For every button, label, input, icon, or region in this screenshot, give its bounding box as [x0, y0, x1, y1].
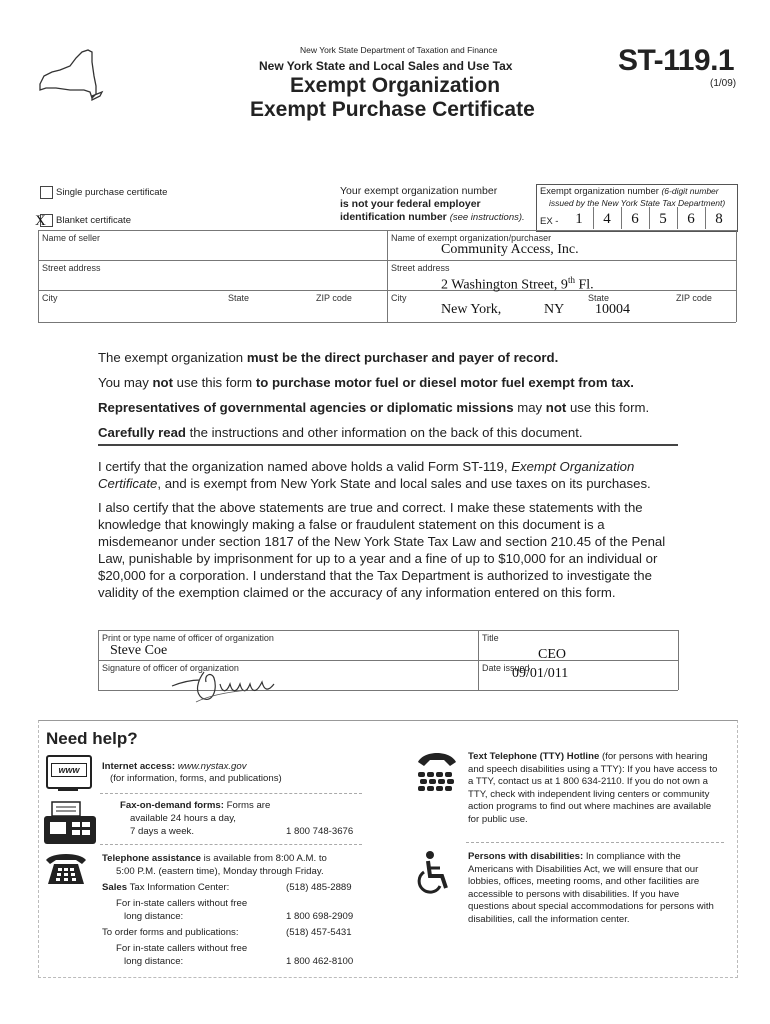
text-segment: the instructions and other information on the back of this document. [185, 425, 583, 440]
officer-title-value[interactable]: CEO [538, 647, 566, 662]
blanket-certificate-label: Blanket certificate [56, 215, 131, 226]
computer-icon [46, 755, 92, 789]
text-segment: not [545, 400, 567, 415]
text-segment: , and is exempt from New York State and local sales and use taxes on its purchases. [157, 476, 651, 491]
purchaser-city-label: City [391, 293, 407, 303]
text-segment: (for persons with hearing and speech disabilities using a TTY): If you have access to a TTY, contact us at 1 800 634-2110. If you do not own a TTY, check with independent living centers or community action programs to find out where machines are available for public use. [468, 751, 718, 825]
text-segment: use this form. [566, 400, 650, 415]
text-segment: Sales [102, 882, 128, 893]
rule-representatives [98, 399, 678, 416]
date-issued-value[interactable]: 09/01/011 [512, 666, 569, 681]
page-title-line2: Exempt Purchase Certificate [250, 98, 535, 121]
fax-line-2: available 24 hours a day, [130, 813, 236, 824]
tty-phone-icon [414, 748, 460, 798]
signature-label: Signature of officer of organization [102, 663, 239, 673]
seller-state-label: State [228, 293, 250, 303]
exempt-number-digit[interactable]: 5 [649, 207, 678, 229]
exempt-note-line2: is not your federal employer [340, 198, 481, 210]
seller-zip-label: ZIP code [316, 293, 352, 303]
page-title-line1: Exempt Organization [290, 74, 501, 97]
text-segment: Carefully read [98, 425, 186, 440]
wheelchair-accessibility-icon [414, 850, 454, 894]
order-forms-number: (518) 457-5431 [286, 927, 352, 938]
instate-2-line-b: long distance: [124, 956, 184, 967]
disabilities-text [468, 851, 720, 927]
text-segment: Representatives of governmental agencies or diplomatic missions [98, 400, 514, 415]
form-date: (1/09) [710, 78, 737, 89]
text-segment: may [513, 400, 546, 415]
text-segment: Fl. [574, 277, 594, 293]
text-segment: 2 Washington Street, 9 [441, 277, 568, 293]
exempt-number-digit[interactable]: 8 [715, 211, 723, 227]
purchaser-name-value[interactable]: Community Access, Inc. [441, 242, 579, 257]
instate-1-number: 1 800 698-2909 [286, 911, 354, 922]
single-purchase-checkbox[interactable] [40, 186, 53, 199]
purchaser-state-value[interactable]: NY [544, 302, 565, 317]
new-york-state-outline-icon [30, 46, 104, 102]
exempt-number-digit[interactable]: 6 [677, 207, 706, 229]
seller-city-label: City [42, 293, 58, 303]
text-segment: Internet access: [102, 761, 176, 772]
instate-2-line-a: For in-state callers without free [116, 943, 248, 954]
purchaser-city-value[interactable]: New York, [441, 302, 502, 317]
fax-line-1 [120, 800, 270, 813]
exempt-note-line1: Your exempt organization number [340, 185, 498, 197]
internet-url-link[interactable]: www.nystax.gov [177, 761, 247, 772]
text-segment: Exempt organization number [540, 186, 659, 196]
text-segment: is available from 8:00 A.M. to [201, 853, 327, 864]
officer-name-value[interactable]: Steve Coe [110, 643, 168, 658]
text-segment: The exempt organization [98, 350, 247, 365]
phone-line-2: 5:00 P.M. (eastern time), Monday through Friday. [116, 866, 324, 877]
rule-carefully-read [98, 424, 678, 441]
single-purchase-label: Single purchase certificate [56, 187, 168, 198]
text-segment: Persons with disabilities: [468, 851, 584, 862]
text-segment: to purchase motor fuel or diesel motor fuel exempt from tax. [255, 375, 634, 390]
exempt-number-digit[interactable]: 1 [565, 207, 594, 229]
text-segment: I certify that the organization named above holds a valid Form ST-119, [98, 459, 512, 474]
telephone-icon [44, 850, 88, 886]
fax-line-3: 7 days a week. [130, 826, 194, 837]
tax-title: New York State and Local Sales and Use Tax [259, 59, 513, 73]
text-segment: must be the direct purchaser and payer of record. [246, 350, 559, 365]
date-issued-label: Date issued [482, 663, 530, 673]
order-forms-line: To order forms and publications: [102, 927, 239, 938]
exempt-number-label [540, 186, 719, 196]
exempt-note-line3 [340, 211, 525, 223]
text-segment: not [152, 375, 174, 390]
officer-name-label: Print or type name of officer of organization [102, 633, 274, 643]
certify-paragraph-1 [98, 458, 668, 492]
text-segment: Forms are [223, 800, 271, 811]
fax-number: 1 800 748-3676 [286, 826, 354, 837]
exempt-number-digit[interactable]: 6 [621, 207, 650, 229]
text-segment: use this form [173, 375, 256, 390]
text-segment: In compliance with the Americans with Disabilities Act, we will ensure that our lobbies, offices, meeting rooms, and other facilities are accessible to persons with disabilities. If you have questions about special accommodations for persons with disabilities, call the information center. [468, 851, 714, 925]
instate-1-line-b: long distance: [124, 911, 184, 922]
text-segment: (see instructions). [449, 212, 525, 223]
text-segment: Text Telephone (TTY) Hotline [468, 751, 600, 762]
text-segment: You may [98, 375, 153, 390]
department-name: New York State Department of Taxation and Finance [300, 45, 498, 55]
phone-line-1 [102, 853, 327, 866]
exempt-number-prefix: EX - [540, 216, 559, 227]
certify-paragraph-2: I also certify that the above statements are true and correct. I make these statements with the knowledge that knowingly making a false or fraudulent statement on this document is a misdemeanor under section 1817 of the New York State Tax Law and section 210.45 of the Penal Law, punishable by imprisonment for up to a year and a fine of up to $10,000 for an individual or $20,000 for a corporation. I understand that the Tax Department is authorized to investigate the validity of the exemption claimed or the accuracy of any information entered on this form. [98, 500, 666, 600]
instate-2-number: 1 800 462-8100 [286, 956, 354, 967]
text-segment: www [51, 763, 87, 777]
blanket-check-mark: X [35, 213, 46, 229]
exempt-number-box [536, 184, 738, 232]
rules-divider [98, 444, 678, 446]
computer-stand-icon [58, 787, 78, 791]
text-segment: Fax-on-demand forms: [120, 800, 224, 811]
purchaser-street-label: Street address [391, 263, 450, 273]
text-segment: Tax Information Center: [127, 882, 230, 893]
exempt-number-digits[interactable] [565, 207, 735, 229]
sales-tax-number: (518) 485-2889 [286, 882, 352, 893]
officer-signature-image [168, 662, 288, 706]
text-segment: th [567, 275, 575, 285]
fax-machine-icon [42, 800, 98, 846]
seller-name-label: Name of seller [42, 233, 101, 243]
rule-motor-fuel [98, 374, 678, 391]
text-segment: Telephone assistance [102, 853, 201, 864]
text-segment: identification number [340, 211, 447, 223]
sales-tax-line [102, 882, 229, 895]
exempt-number-label-2: issued by the New York State Tax Department) [549, 198, 726, 208]
officer-title-label: Title [482, 633, 499, 643]
need-help-heading: Need help? [46, 729, 138, 748]
rule-direct-purchaser [98, 349, 678, 366]
instate-1-line-a: For in-state callers without free [116, 898, 248, 909]
internet-note: (for information, forms, and publications) [110, 773, 282, 784]
text-segment: Exempt Organization Certificate [98, 459, 635, 491]
purchaser-zip-value[interactable]: 10004 [595, 302, 630, 317]
seller-street-label: Street address [42, 263, 101, 273]
purchaser-street-value[interactable] [441, 275, 594, 294]
text-segment: (6-digit number [661, 186, 719, 196]
purchaser-name-label: Name of exempt organization/purchaser [391, 233, 552, 243]
form-number: ST-119.1 [618, 44, 735, 77]
purchaser-state-label: State [588, 293, 610, 303]
exempt-number-digit[interactable]: 4 [593, 207, 622, 229]
tty-hotline-text [468, 751, 720, 827]
internet-access-line [102, 761, 247, 774]
purchaser-zip-label: ZIP code [676, 293, 712, 303]
